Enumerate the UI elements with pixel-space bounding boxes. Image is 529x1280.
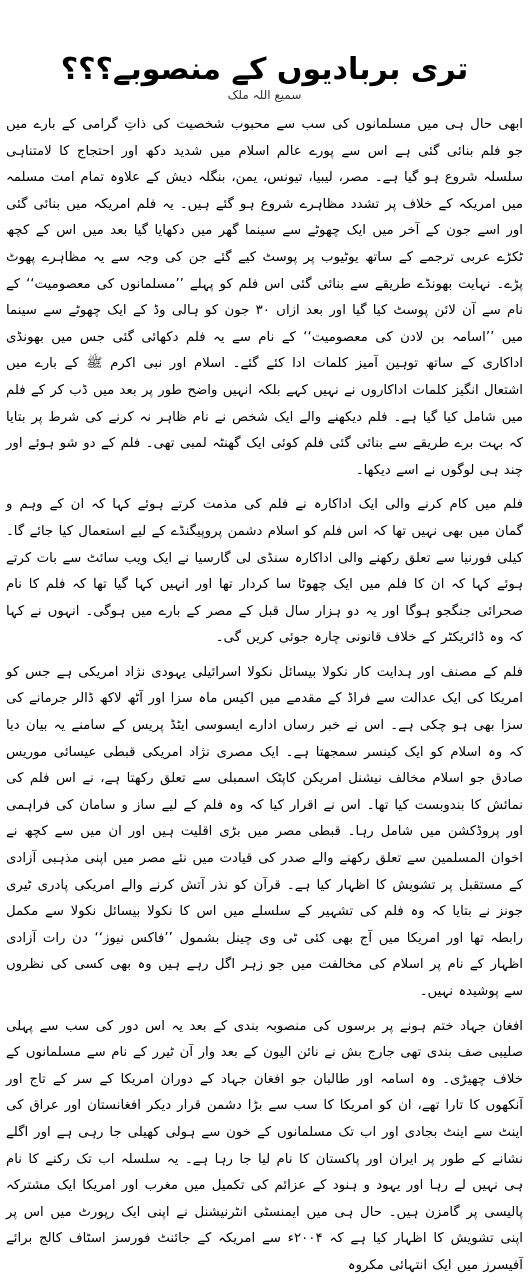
paragraph: افغان جہاد ختم ہونے پر برسوں کی منصوبہ بندی کے بعد یہ اس دور کی سب سے پہلی صلیبی صف بندی تھی جارج بش نے نائن الیون کے بعد وار آن ٹیرر کے نام سے مسلمانوں کے خلاف چھیڑی۔ وہ اسامہ اور طالبان جو افغان جہاد کے دوران امریکا کے سر کے تاج اور آنکھوں کا تارا تھے، ان کو امریکا کا سب سے بڑا دشمن قرار دیکر افغانستان اور عراق کی اینٹ سے اینٹ بجادی اور اب تک مسلمانوں کے خون سے ہولی کھیلی جا رہی ہے اور اگلے نشانے کے طور پر ایران اور پاکستان کا نام لیا جا رہا ہے۔ یہ سلسلہ اب تک رکنے کا نام ہی نہیں لے رہا اور یہود و ہنود کے عزائم کی تکمیل میں مغرب اور امریکا ایک مشترکہ پالیسی پر گامزن ہیں۔ حال ہی میں ایمنسٹی انٹرنیشنل نے اپنی ایک رپورٹ میں اس پر اپنی تشویش کا اظہار کیا ہے کہ ۲۰۰۴ء سے امریکہ کے جائنٹ فورسز اسٹاف کالج برائے آفیسرز میں ایک انتہائی مکروہ bbox=[6, 1018, 523, 1273]
paragraph: فلم کے مصنف اور ہدایت کار نکولا بیسائل نکولا اسرائیلی یہودی نژاد امریکی ہے جس کو امریکا کی ایک عدالت سے فراڈ کے مقدمے میں اکیس ماہ سزا اور آٹھ لاکھ ڈالر جرمانے کی سزا بھی ہو چکی ہے۔ اس نے خبر رساں ادارے ایسوسی ایٹڈ پریس کے سامنے یہ بیان دیا کہ وہ اسلام کو ایک کینسر سمجھتا ہے۔ ایک مصری نژاد امریکی قبطی عیسائی موریس صادق جو اسلام مخالف نیشنل امریکن کاپٹک اسمبلی سے تعلق رکھتا ہے، نے اس فلم کی نمائش کا بندوبست کیا تھا۔ اس نے اقرار کیا کہ وہ فلم کے لیے ساز و سامان کی فراہمی اور پروڈکشن میں شامل رہا۔ قبطی مصر میں بڑی اقلیت ہیں اور ان میں سے کچھ نے اخوان المسلمین سے تعلق رکھنے والے صدر کی قیادت میں نئے مصر میں اپنی مذہبی آزادی کے مستقبل پر تشویش کا اظہار کیا ہے۔ قرآن کو نذر آتش کرنے والے امریکی پادری ٹیری جونز نے بتایا کہ وہ فلم کی تشہیر کے سلسلے میں اس کا نکولا بیسائل نکولا سے مکمل رابطہ تھا اور امریکا میں آج بھی کئی ٹی وی چینل بشمول ’’فاکس نیوز‘‘ دن رات آزادی اظہار کے نام پر اسلام کی مخالفت میں جو زہر اگل رہے ہیں وہ بھی کسی کی نظروں سے پوشیدہ نہیں۔ bbox=[6, 664, 523, 999]
paragraph: فلم میں کام کرنے والی ایک اداکارہ نے فلم کی مذمت کرتے ہوئے کہا کہ ان کے وہم و گمان میں بھی نہیں تھا کہ اس فلم کو اسلام دشمن پروپیگنڈے کے لیے استعمال کیا جائے گا۔ کیلی فورنیا سے تعلق رکھنے والی اداکارہ سنڈی لی گارسیا نے ایک ویب سائٹ سے بات کرتے ہوئے کہا کہ ان کا فلم میں ایک چھوٹا سا کردار تھا اور انہیں کہا گیا تھا کہ فلم کا نام صحرائی جنگجو ہوگا اور یہ دو ہزار سال قبل کے مصر کے بارے میں ہوگی۔ انہوں نے کہا کہ وہ ڈائریکٹر کے خلاف قانونی چارہ جوئی کریں گی۔ bbox=[6, 497, 523, 646]
author-byline: سمیع اللہ ملک bbox=[227, 88, 302, 102]
article-title: تری بربادیوں کے منصوبے؟؟؟ bbox=[60, 52, 469, 88]
article-body bbox=[6, 112, 523, 1273]
paragraph: ابھی حال ہی میں مسلمانوں کی سب سے محبوب شخصیت کی ذاتِ گرامی کے بارے میں جو فلم بنائی گئی ہے اس سے پورے عالم اسلام میں شدید دکھ اور احتجاج کا لامتناہی سلسلہ شروع ہو گیا ہے۔ مصر، لیبیا، تیونس، یمن، بنگلہ دیش کے علاوہ تمام امت مسلمہ میں امریکہ کے خلاف پر تشدد مظاہرے شروع ہو گئے ہیں۔ یہ فلم امریکہ میں بنائی گئی اور اسے جون کے آخر میں ایک چھوٹے سے سینما گھر میں دکھایا گیا بعد میں اس کے کچھ ٹکڑے عربی ترجمے کے ساتھ یوٹیوب پر پوسٹ کیے گئے جن کی وجہ سے یہ مظاہرے پھوٹ پڑے۔ نہایت بھونڈے طریقے سے بنائی گئی اس فلم کو پہلے ’’مسلمانوں کی معصومیت‘‘ کے نام سے آن لائن پوسٹ کیا گیا اور بعد ازاں ۳۰ جون کو ہالی وڈ کے ایک چھوٹے سے سینما میں ’’اسامہ بن لادن کی معصومیت‘‘ کے نام سے یہ فلم دکھائی گئی جس میں بھونڈی اداکاری کے ساتھ توہین آمیز کلمات ادا کئے گئے۔ اسلام اور نبی اکرم ﷺ کے بارے میں اشتعال انگیز کلمات اداکاروں نے نہیں کہے بلکہ انہیں واضح طور پر بعد میں ڈب کر کے فلم میں شامل کیا گیا ہے۔ فلم دیکھنے والے ایک شخص نے نام ظاہر نہ کرنے کی شرط پر بتایا کہ بہت برے طریقے سے بنائی گئی فلم کوئی ایک گھنٹہ لمبی تھی۔ فلم کے دو شو ہوئے اور چند ہی لوگوں نے اسے دیکھا۔ bbox=[6, 117, 523, 478]
